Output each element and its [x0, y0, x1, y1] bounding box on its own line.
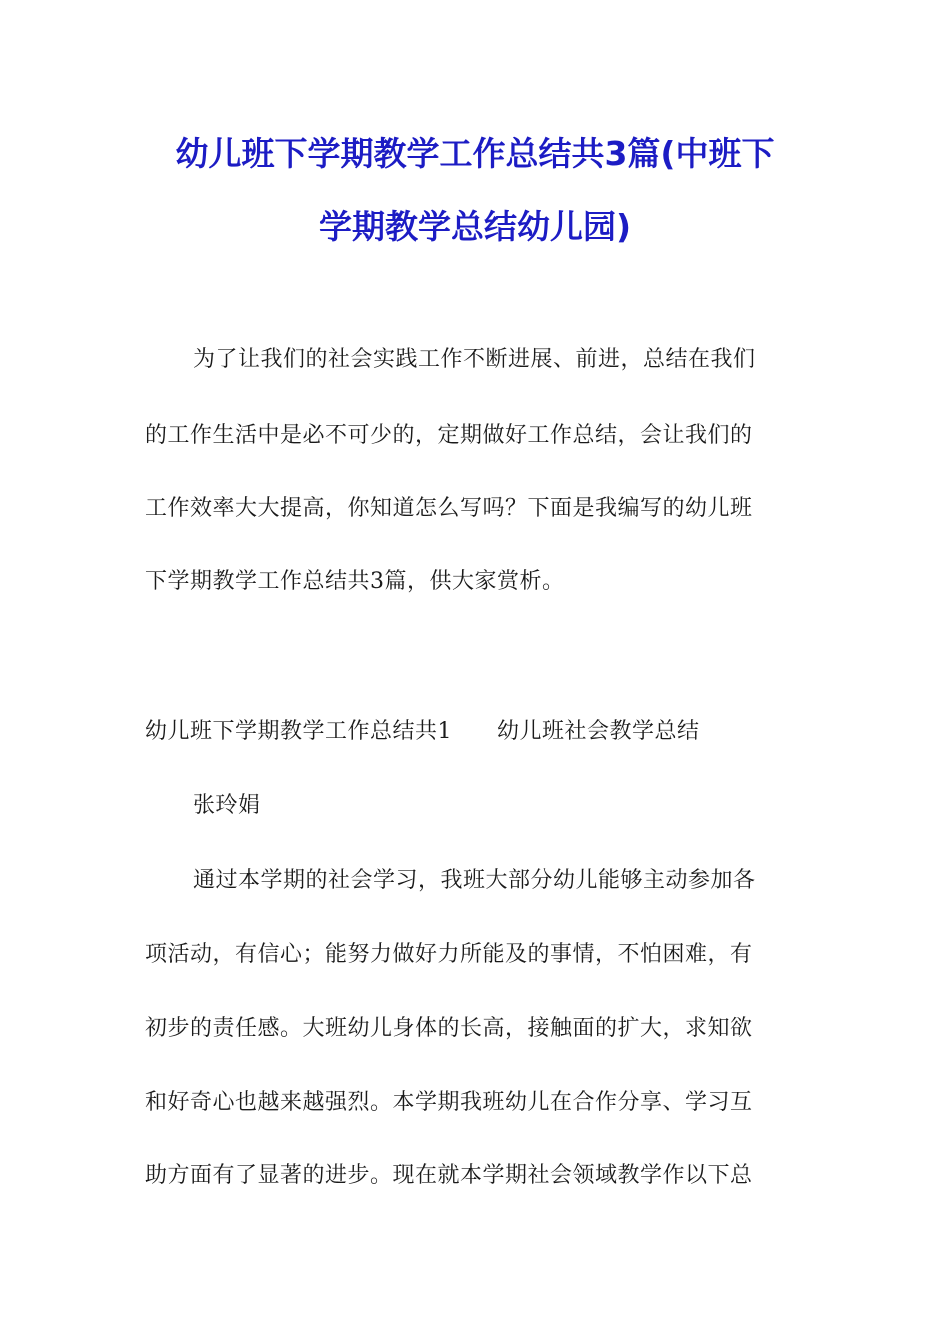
body-line-4: 和好奇心也越来越强烈。本学期我班幼儿在合作分享、学习互 — [145, 1090, 753, 1115]
document-title-line-1: 幼儿班下学期教学工作总结共3篇(中班下 — [175, 134, 775, 173]
body-line-3: 初步的责任感。大班幼儿身体的长高，接触面的扩大，求知欲 — [145, 1016, 753, 1041]
author-name: 张玲娟 — [193, 793, 261, 818]
intro-line-3: 工作效率大大提高，你知道怎么写吗？下面是我编写的幼儿班 — [145, 496, 753, 521]
body-line-2: 项活动，有信心；能努力做好力所能及的事情，不怕困难，有 — [145, 942, 753, 967]
section-heading: 幼儿班下学期教学工作总结共1 幼儿班社会教学总结 — [145, 719, 700, 744]
intro-line-4: 下学期教学工作总结共3篇，供大家赏析。 — [145, 569, 565, 594]
body-line-5: 助方面有了显著的进步。现在就本学期社会领域教学作以下总 — [145, 1163, 753, 1188]
intro-line-1: 为了让我们的社会实践工作不断进展、前进，总结在我们 — [193, 347, 756, 372]
document-title-line-2: 学期教学总结幼儿园) — [318, 207, 632, 246]
body-line-1: 通过本学期的社会学习，我班大部分幼儿能够主动参加各 — [193, 868, 756, 893]
intro-line-2: 的工作生活中是必不可少的，定期做好工作总结，会让我们的 — [145, 423, 753, 448]
